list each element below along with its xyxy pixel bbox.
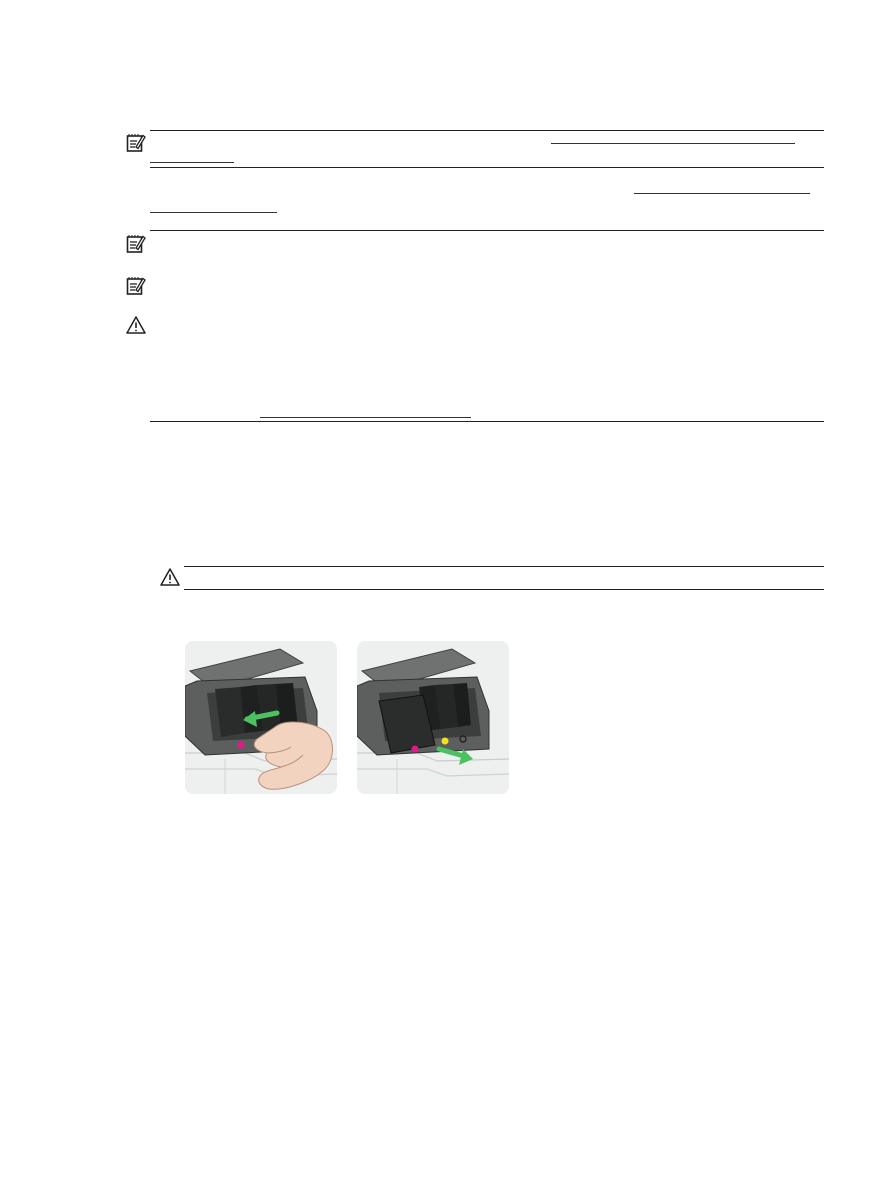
note-bottom-rule: [150, 167, 824, 168]
paragraph-link-underline[interactable]: [634, 193, 810, 194]
paragraph-link-underline-continued[interactable]: [150, 212, 277, 213]
note-icon: [126, 276, 146, 296]
step-caution-bottom-rule: [184, 589, 824, 590]
note-link-underline[interactable]: [551, 143, 795, 144]
illustration-pull-cartridge: [357, 641, 509, 794]
caution-bottom-rule: [150, 421, 824, 422]
note-icon: [126, 234, 146, 254]
note-link-underline-continued[interactable]: [150, 162, 234, 163]
caution-link-underline[interactable]: [260, 417, 471, 418]
warning-triangle-icon: [160, 567, 180, 587]
notes-top-rule: [150, 230, 824, 231]
step-caution-top-rule: [184, 566, 824, 567]
cartridge-push-illustration: [185, 641, 337, 794]
note-top-rule: [150, 130, 824, 131]
cartridge-pull-illustration: [357, 641, 509, 794]
note-icon: [126, 133, 146, 153]
illustration-push-cartridge: [185, 641, 337, 794]
warning-triangle-icon: [126, 315, 146, 335]
